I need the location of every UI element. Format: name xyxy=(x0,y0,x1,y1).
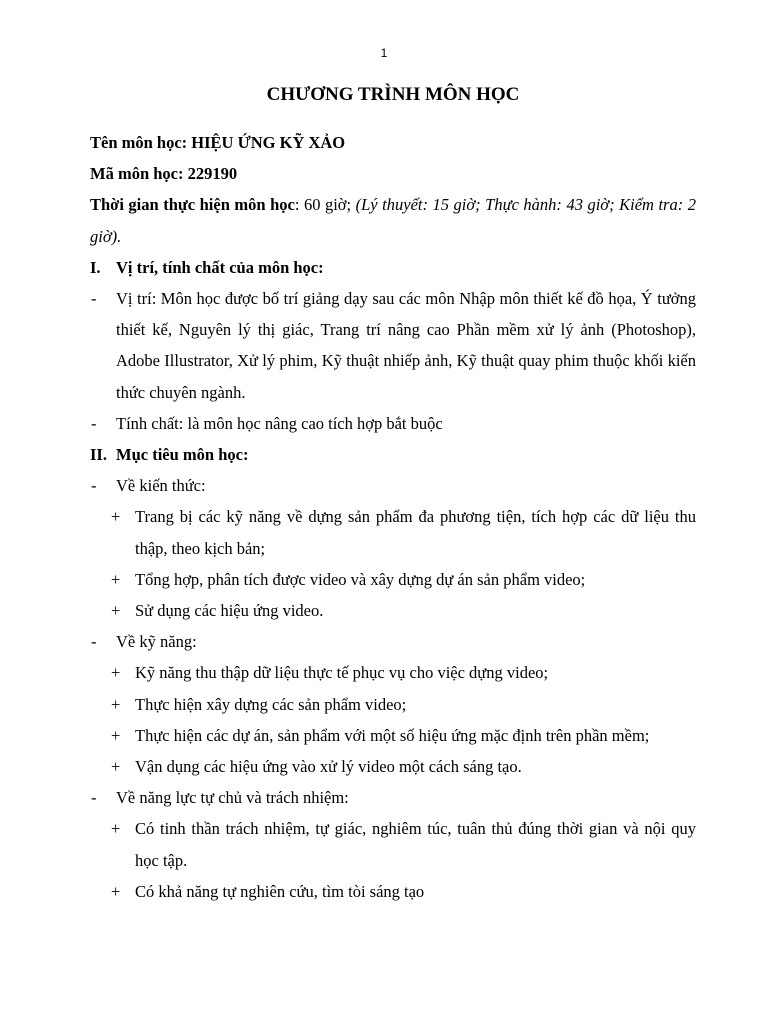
knowledge-item: Sử dụng các hiệu ứng video. xyxy=(135,601,324,621)
list-item xyxy=(90,408,696,439)
skills-item: Thực hiện xây dựng các sản phẩm video; xyxy=(135,694,407,714)
plus-marker: + xyxy=(111,725,121,745)
section-1-heading xyxy=(90,252,696,283)
plus-marker: + xyxy=(111,819,121,839)
document-title: CHƯƠNG TRÌNH MÔN HỌC xyxy=(266,84,520,105)
dash-marker: - xyxy=(91,289,97,309)
skills-label: Về kỹ năng: xyxy=(116,632,197,652)
plus-marker: + xyxy=(111,507,121,527)
nature-text: Tính chất: là môn học nâng cao tích hợp bắt buộc xyxy=(116,413,443,433)
section-2-number: II. xyxy=(90,445,107,465)
course-code-line xyxy=(90,158,696,189)
list-item xyxy=(90,283,696,408)
list-item xyxy=(90,657,696,688)
responsibility-item: Có khả năng tự nghiên cứu, tìm tòi sáng tạo xyxy=(135,881,425,901)
responsibility-item: Có tinh thần trách nhiệm, tự giác, nghiêm túc, tuân thủ đúng thời gian và nội quy học tập. xyxy=(135,819,696,870)
plus-marker: + xyxy=(111,694,121,714)
duration-label: Thời gian thực hiện môn học xyxy=(90,195,295,215)
dash-marker: - xyxy=(91,632,97,652)
course-name-value: HIỆU ỨNG KỸ XẢO xyxy=(191,133,346,152)
list-item xyxy=(90,689,696,720)
knowledge-item: Tổng hợp, phân tích được video và xây dựng dự án sản phẩm video; xyxy=(135,569,586,589)
page-number: 1 xyxy=(380,46,388,60)
list-item xyxy=(90,782,696,813)
list-item xyxy=(90,813,696,875)
duration-line xyxy=(90,189,696,251)
course-name-line xyxy=(90,127,696,158)
knowledge-label: Về kiến thức: xyxy=(116,476,206,496)
section-1-number: I. xyxy=(90,257,101,277)
document-body xyxy=(90,127,696,907)
list-item xyxy=(90,470,696,501)
list-item xyxy=(90,564,696,595)
list-item xyxy=(90,876,696,907)
plus-marker: + xyxy=(111,569,121,589)
plus-marker: + xyxy=(111,663,121,683)
list-item xyxy=(90,595,696,626)
course-code-value: 229190 xyxy=(187,164,238,184)
dash-marker: - xyxy=(91,788,97,808)
dash-marker: - xyxy=(91,413,97,433)
section-1-title: Vị trí, tính chất của môn học: xyxy=(116,257,324,277)
list-item xyxy=(90,720,696,751)
dash-marker: - xyxy=(91,476,97,496)
position-text: Vị trí: Môn học được bố trí giảng dạy sau các môn Nhập môn thiết kế đồ họa, Ý tưởng thiết kế, Nguyên lý thị giác, Trang trí nâng cao Phần mềm xử lý ảnh (Photoshop), Adobe Illustrator, Xử lý phim, Kỹ thuật nhiếp ảnh, Kỹ thuật quay phim thuộc khối kiến thức chuyên ngành. xyxy=(116,289,696,402)
responsibility-label: Về năng lực tự chủ và trách nhiệm: xyxy=(116,788,349,808)
plus-marker: + xyxy=(111,601,121,621)
course-code-label: Mã môn học: xyxy=(90,164,184,184)
plus-marker: + xyxy=(111,757,121,777)
list-item xyxy=(90,501,696,563)
skills-item: Kỹ năng thu thập dữ liệu thực tế phục vụ cho việc dựng video; xyxy=(135,663,549,683)
list-item xyxy=(90,626,696,657)
knowledge-item: Trang bị các kỹ năng về dựng sản phẩm đa phương tiện, tích hợp các dữ liệu thu thập, theo kịch bản; xyxy=(135,507,696,558)
skills-item: Vận dụng các hiệu ứng vào xử lý video một cách sáng tạo. xyxy=(135,757,522,777)
section-2-title: Mục tiêu môn học: xyxy=(116,445,249,465)
duration-detail: (Lý thuyết: 15 giờ; Thực hành: 43 giờ; Kiểm tra: 2 giờ). xyxy=(90,195,696,246)
plus-marker: + xyxy=(111,881,121,901)
list-item xyxy=(90,751,696,782)
course-name-label: Tên môn học: xyxy=(90,133,188,152)
section-2-heading xyxy=(90,439,696,470)
duration-value: : 60 giờ; xyxy=(294,195,356,215)
skills-item: Thực hiện các dự án, sản phẩm với một số hiệu ứng mặc định trên phần mềm; xyxy=(135,725,650,745)
